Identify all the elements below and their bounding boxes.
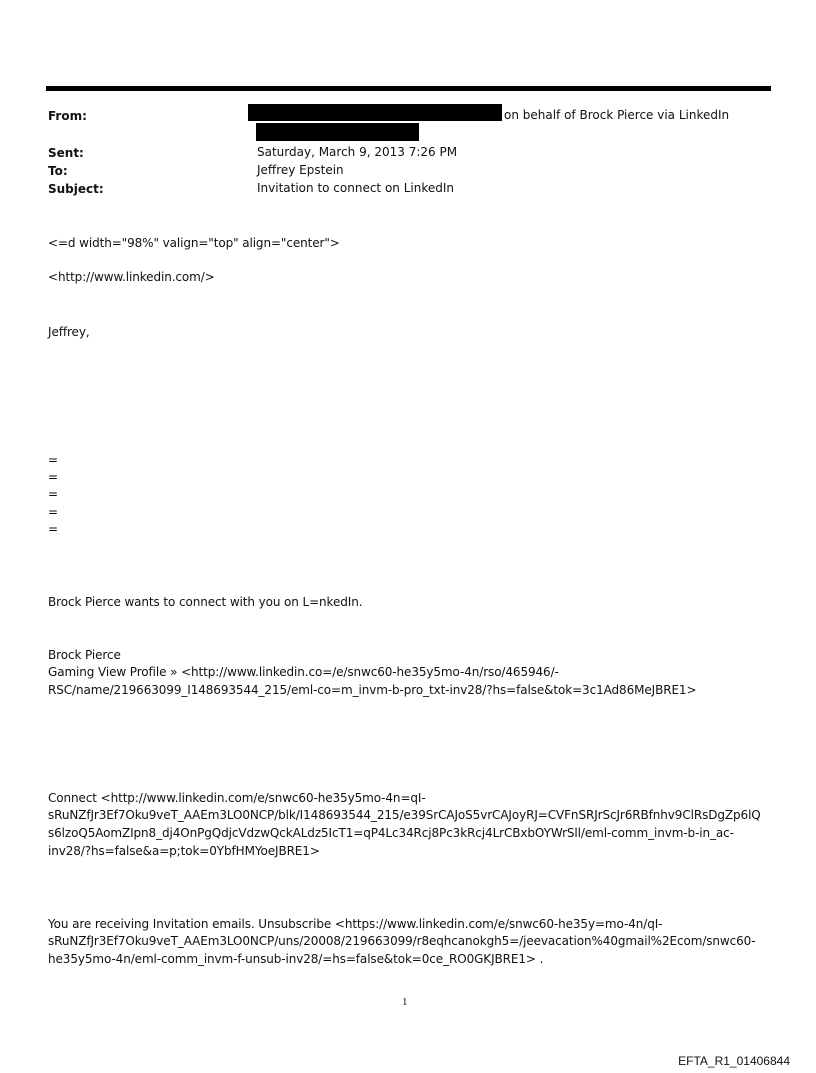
from-value: on behalf of Brock Pierce via LinkedIn [504,108,730,122]
from-label: From: [48,109,87,123]
connect-line: s6lzoQ5AomZIpn8_dj4OnPgQdjcVdzwQckALdz5IcT1=qP4Lc34Rcj8Pc3kRcj4LrCBxbOYWrSll/eml-comm_invm-b-in_ac- [48,826,734,840]
linkedin-url: <http://www.linkedin.com/> [48,270,215,284]
document-id: EFTA_R1_01406844 [678,1054,790,1068]
page-number: 1 [402,996,408,1008]
html-fragment: <=d width="98%" valign="top" align="center"> [48,236,340,250]
redaction-bar [248,104,502,121]
unsubscribe-line: he35y5mo-4n/eml-comm_invm-f-unsub-inv28/=hs=false&tok=0ce_RO0GKJBRE1> . [48,952,544,966]
unsubscribe-line: You are receiving Invitation emails. Unsubscribe <https://www.linkedin.com/e/snwc60-he35y=mo-4n/qI- [48,917,663,931]
connect-line: sRuNZfJr3Ef7Oku9veT_AAEm3LO0NCP/blk/I148693544_215/e39SrCAJoS5vrCAJoyRJ=CVFnSRJrScJr6RBfnhv9ClRsDgZp6lQ [48,808,761,822]
equals-line: = [48,470,59,484]
subject-label: Subject: [48,182,104,196]
unsubscribe-line: sRuNZfJr3Ef7Oku9veT_AAEm3LO0NCP/uns/20008/219663099/r8eqhcanokgh5=/jeevacation%40gmail%2Ecom/snwc60- [48,934,756,948]
equals-line: = [48,522,59,536]
profile-line: RSC/name/219663099_I148693544_215/eml-co=m_invm-b-pro_txt-inv28/?hs=false&tok=3c1Ad86MeJBRE1> [48,683,697,697]
profile-line: Gaming View Profile » <http://www.linkedin.co=/e/snwc60-he35y5mo-4n/rso/465946/- [48,665,559,679]
header-rule [46,86,771,91]
equals-line: = [48,453,59,467]
connect-line: inv28/?hs=false&a=p;tok=0YbfHMYoeJBRE1> [48,844,320,858]
profile-name: Brock Pierce [48,648,121,662]
sent-value: Saturday, March 9, 2013 7:26 PM [257,145,458,159]
sent-label: Sent: [48,146,84,160]
redaction-bar [256,123,419,141]
connect-line: Connect <http://www.linkedin.com/e/snwc60-he35y5mo-4n=qI- [48,791,426,805]
equals-line: = [48,505,59,519]
to-value: Jeffrey Epstein [257,163,344,177]
equals-line: = [48,487,59,501]
subject-value: Invitation to connect on LinkedIn [257,181,455,195]
greeting: Jeffrey, [48,325,90,339]
connect-intro: Brock Pierce wants to connect with you on L=nkedIn. [48,595,363,609]
to-label: To: [48,164,68,178]
